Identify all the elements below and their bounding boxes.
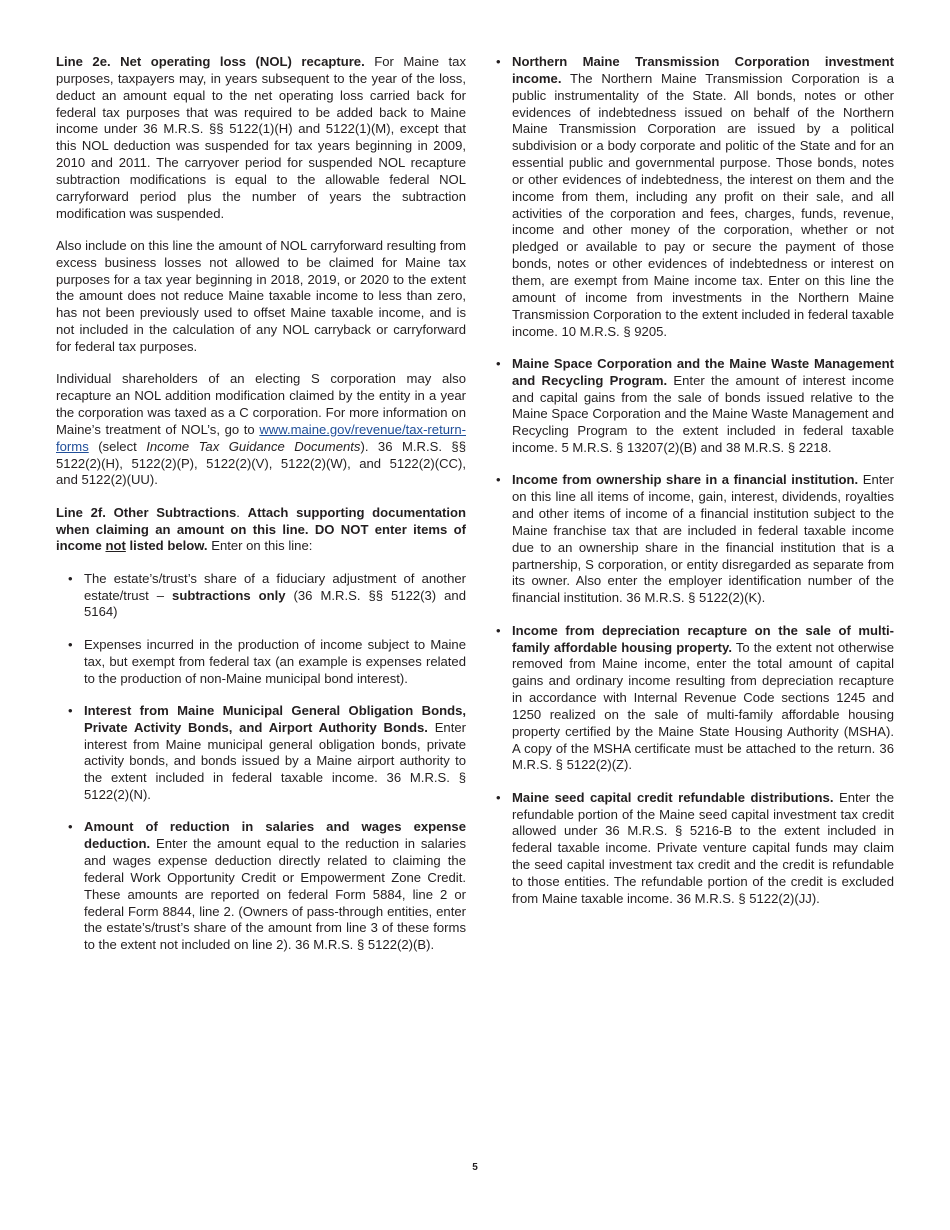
- line-2f-heading: Line 2f. Other Subtractions: [56, 504, 237, 520]
- page-number: 5: [472, 1162, 478, 1173]
- bullet-heading: Maine seed capital credit refundable distributions.: [512, 789, 834, 805]
- bullet-text: Enter on this line all items of income, gain, interest, dividends, royalties and other items of income of a financial institution subject to the Maine franchise tax that are included in federal taxable income due to an ownership share in the financial institution that is a partnership, S corporation, or entity disregarded as separate from its owner. Also enter the employer identification number of the financial institution. 36 M.R.S. § 5122(2)(K).: [512, 472, 895, 606]
- line-2e-heading: Line 2e. Net operating loss (NOL) recapture.: [56, 54, 365, 69]
- left-bullet-list: [68, 571, 466, 954]
- bullet-text: Enter interest from Maine municipal general obligation bonds, private activity bonds, and bonds issued by a Maine airport authority to the extent included in federal taxable income. 36 M.R.S. § 5122(2)(N).: [84, 719, 466, 803]
- list-item: [496, 472, 894, 607]
- bullet-text: Enter the amount of interest income and capital gains from the sale of bonds issued relative to the Maine Space Corporation and the Maine Waste Management and Recycling Program to the extent included in federal taxable income. 5 M.R.S. § 13207(2)(B) and 38 M.R.S. § 2218.: [512, 372, 894, 456]
- line-2e-text: For Maine tax purposes, taxpayers may, in years subsequent to the year of the loss, deduct an amount equal to the net operating loss carried back for federal tax purposes that was required to be added back to Maine income under 36 M.R.S. §§ 5122(1)(H) and 5122(1)(M), except that this NOL deduction was suspended for tax years beginning in 2009, 2010 and 2011. The carryover period for suspended NOL recapture subtraction modifications is equal to the allowable federal NOL carryforward period plus the number of years the subtraction modification was suspended.: [56, 54, 466, 221]
- bullet-text: Enter the amount equal to the reduction in salaries and wages expense deduction directly related to claiming the federal Work Opportunity Credit or Empowerment Zone Credit. These amounts are reported on federal Form 5884, line 2 or federal Form 8844, line 2. (Owners of pass-through entities, enter the estate’s/trust’s share of the amount from line 3 of these forms to the extent not included on line 2). 36 M.R.S. § 5122(2)(B).: [84, 836, 466, 953]
- right-bullet-list: [496, 54, 894, 908]
- list-item: [496, 356, 894, 457]
- line-2f-sep: .: [236, 504, 248, 520]
- bullet-text: The Northern Maine Transmission Corporation is a public instrumentality of the State. All bonds, notes or other evidences of indebtedness issued on behalf of the Northern Maine Transmission Corporation are issued by a political subdivision or a body corporate and politic of the State and for an essential public and governmental purpose. Those bonds, notes or other evidences of indebtedness, the interest on them and the income from them, including any profit on their sale, and all activities of the corporation and fees, charges, funds, revenue, income and other money of the corporation, whether or not pledged or available to pay or secure the payment of those bonds, notes or other evidences of indebtedness or interest on them, are exempt from Maine income tax. Enter on this line the amount of income from investments in the Northern Maine Transmission Corporation to the extent included in federal taxable income. 10 M.R.S. § 9205.: [512, 70, 894, 339]
- bullet-text: To the extent not otherwise removed from Maine income, enter the total amount of capital gains and ordinary income resulting from depreciation recapture in accordance with Internal Revenue Code sections 1245 and 1250 realized on the sale of multi-family affordable housing property certified by the Maine State Housing Authority (MSHA). A copy of the MSHA certificate must be attached to the return. 36 M.R.S. § 5122(2)(Z).: [512, 639, 894, 773]
- bullet-text: (36 M.R.S. §§ 5122(3) and 5164): [84, 587, 466, 620]
- list-item: [68, 571, 466, 622]
- bullet-heading: Interest from Maine Municipal General Obligation Bonds, Private Activity Bonds, and Airport Authority Bonds.: [84, 702, 466, 735]
- guidance-documents-label: Income Tax Guidance Documents: [146, 438, 361, 454]
- bullet-heading: Income from depreciation recapture on the sale of multi-family affordable housing property.: [512, 622, 894, 655]
- bullet-icon: •: [496, 472, 501, 488]
- bullet-text: Enter the refundable portion of the Maine seed capital investment tax credit allowed under 36 M.R.S. § 5216-B to the extent included in federal taxable income. Private venture capital funds may claim the seed capital investment tax credit and the credit is refundable to those entities. The refundable portion of the credit is excluded from Maine taxable income. 36 M.R.S. § 5122(2)(JJ).: [512, 789, 894, 906]
- list-item: [68, 703, 466, 804]
- nol-recapture-paragraph: [56, 54, 466, 222]
- other-subtractions-paragraph: [56, 505, 466, 556]
- s-corp-text-3: ). 36 M.R.S. §§ 5122(2)(H), 5122(2)(P), 5122(2)(V), 5122(2)(W), and 5122(2)(CC), and 5122(2)(UU).: [56, 438, 466, 488]
- bullet-icon: •: [68, 702, 73, 718]
- list-item: [68, 819, 466, 954]
- bullet-text: Expenses incurred in the production of income subject to Maine tax, but exempt from federal tax (an example is expenses related to the production of non-Maine municipal bond interest).: [84, 636, 466, 686]
- bullet-bold: subtractions only: [172, 587, 286, 603]
- bullet-heading: Maine Space Corporation and the Maine Waste Management and Recycling Program.: [512, 355, 894, 388]
- right-column: [496, 54, 894, 923]
- bullet-heading: Amount of reduction in salaries and wages expense deduction.: [84, 819, 466, 852]
- left-column: [56, 54, 466, 970]
- bullet-icon: •: [68, 636, 73, 652]
- tax-return-forms-link[interactable]: www.maine.gov/revenue/tax-return-forms: [56, 421, 466, 454]
- bullet-icon: •: [496, 622, 501, 638]
- s-corp-paragraph: [56, 371, 466, 489]
- bullet-icon: •: [496, 54, 501, 69]
- bullet-heading: Northern Maine Transmission Corporation investment income.: [512, 54, 894, 86]
- s-corp-text-1: Individual shareholders of an electing S corporation may also recapture an NOL addition modification claimed by the entity in a year the corporation was taxed as a C corporation. For more information on Maine’s treatment of NOL’s, go to: [56, 371, 466, 437]
- bullet-icon: •: [496, 355, 501, 371]
- bullet-icon: •: [68, 570, 73, 586]
- line-2f-instruction-1: Attach supporting documentation when claiming an amount on this line. DO NOT enter items of income: [56, 504, 467, 554]
- bullet-icon: •: [496, 789, 501, 805]
- list-item: [68, 637, 466, 688]
- s-corp-text-2: (select: [88, 438, 147, 454]
- list-item: [496, 790, 894, 908]
- bullet-text: The estate’s/trust’s share of a fiduciary adjustment of another estate/trust –: [84, 570, 466, 603]
- bullet-icon: •: [68, 819, 73, 835]
- line-2f-text: Enter on this line:: [207, 538, 313, 554]
- line-2f-instruction-2: listed below.: [125, 538, 208, 554]
- list-item: [496, 623, 894, 775]
- line-2f-not: not: [105, 538, 126, 554]
- list-item: [496, 54, 894, 340]
- nol-carryforward-paragraph: Also include on this line the amount of NOL carryforward resulting from excess business losses not allowed to be claimed for Maine tax purposes for a tax year beginning in 2018, 2019, or 2020 to the extent the amount does not reduce Maine taxable income to less than zero, has not been previously used to offset Maine taxable income, and is not included in the calculation of any NOL carryback or carryforward for federal tax purposes.: [56, 237, 466, 354]
- bullet-heading: Income from ownership share in a financial institution.: [512, 472, 859, 488]
